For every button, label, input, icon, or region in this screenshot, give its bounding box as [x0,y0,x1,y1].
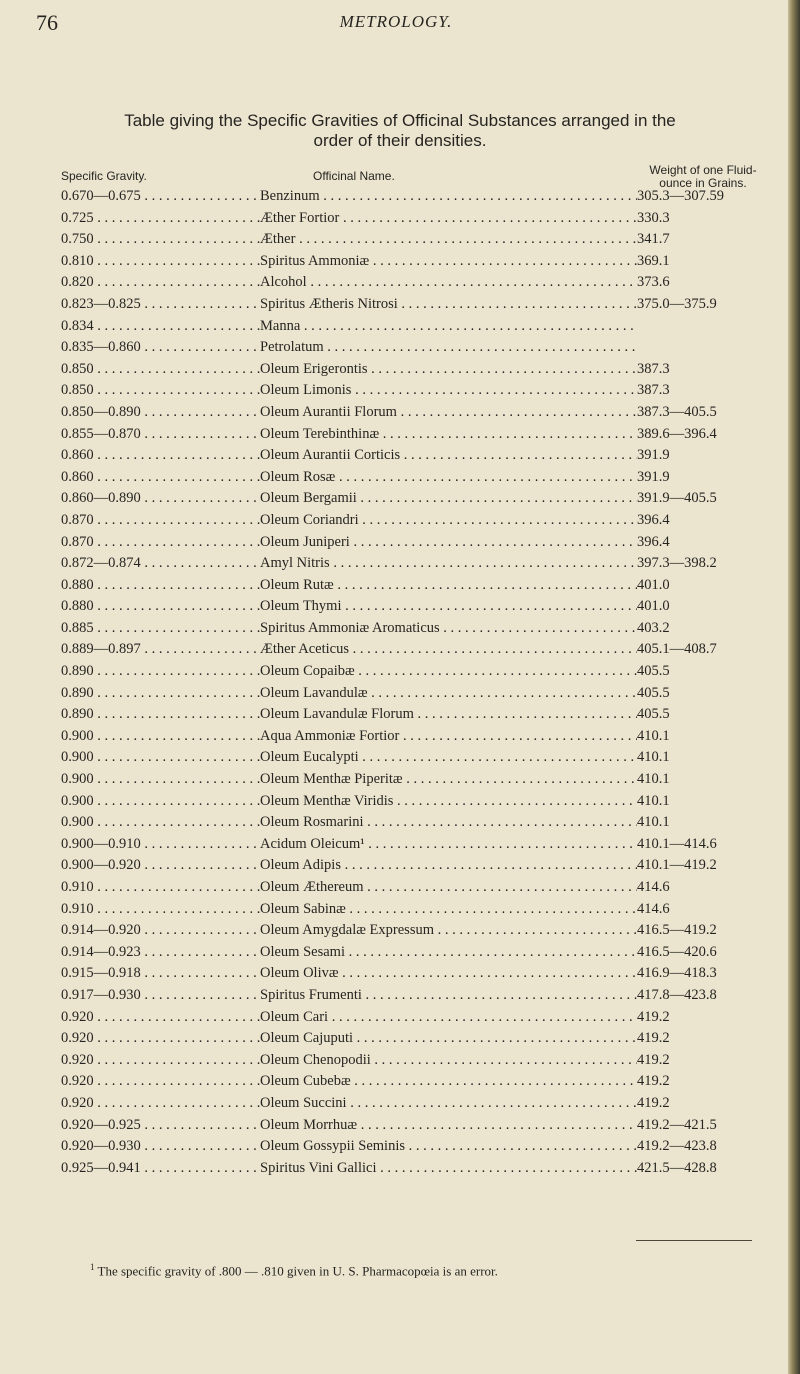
table-row [61,963,761,985]
officinal-name-cell: Benzinum . . . [260,186,637,208]
column-header-officinal-name: Officinal Name. [313,169,395,183]
specific-gravity-cell: 0.914—0.920 . . . [61,920,260,942]
table-row [61,402,761,424]
weight-cell: 410.1—414.6 [637,835,717,852]
officinal-name-cell: Oleum Terebinthinæ . . . [260,424,637,446]
column-header-weight-line-2: ounce in Grains. [659,176,747,190]
weight-cell: 416.5—419.2 [637,922,717,939]
specific-gravity-cell: 0.885 . . . [61,618,260,640]
specific-gravity-cell: 0.889—0.897 . . . [61,639,260,661]
table-row [61,359,761,381]
table-row [61,272,761,294]
weight-cell: 401.0 [637,576,670,593]
weight-cell: 397.3—398.2 [637,555,717,572]
officinal-name-cell: Oleum Aurantii Florum . . . [260,402,637,424]
table-row [61,575,761,597]
specific-gravity-cell: 0.823—0.825 . . . [61,294,260,316]
weight-cell: 341.7 [637,231,670,248]
specific-gravity-cell: 0.900 . . . [61,791,260,813]
weight-cell: 391.9 [637,447,670,464]
officinal-name-cell: Oleum Menthæ Viridis . . . [260,791,637,813]
specific-gravity-cell: 0.914—0.923 . . . [61,942,260,964]
officinal-name-cell: Oleum Sesami . . . [260,942,637,964]
weight-cell: 419.2 [637,1008,670,1025]
officinal-name-cell: Alcohol . . . [260,272,637,294]
table-title-line-2: order of their densities. [313,131,487,150]
officinal-name-cell: Amyl Nitris . . . [260,553,637,575]
weight-cell: 417.8—423.8 [637,986,717,1003]
table-row [61,769,761,791]
weight-cell: 419.2 [637,1094,670,1111]
weight-cell: 387.3 [637,360,670,377]
table-row [61,1136,761,1158]
specific-gravity-cell: 0.810 . . . [61,251,260,273]
specific-gravity-cell: 0.920 . . . [61,1050,260,1072]
officinal-name-cell: Oleum Coriandri . . . [260,510,637,532]
weight-cell: 401.0 [637,598,670,615]
specific-gravity-cell: 0.850 . . . [61,380,260,402]
officinal-name-cell: Manna . . . [260,316,637,338]
officinal-name-cell: Oleum Aurantii Corticis . . . [260,445,637,467]
table-row [61,877,761,899]
table-row [61,1007,761,1029]
specific-gravity-cell: 0.925—0.941 . . . [61,1158,260,1180]
table-row [61,445,761,467]
gravity-table [61,186,761,1179]
weight-cell: 416.5—420.6 [637,943,717,960]
specific-gravity-cell: 0.835—0.860 . . . [61,337,260,359]
table-row [61,596,761,618]
specific-gravity-cell: 0.900—0.920 . . . [61,855,260,877]
weight-cell: 419.2 [637,1051,670,1068]
officinal-name-cell: Oleum Copaibæ . . . [260,661,637,683]
table-row [61,683,761,705]
officinal-name-cell: Oleum Adipis . . . [260,855,637,877]
table-row [61,208,761,230]
specific-gravity-cell: 0.900 . . . [61,812,260,834]
specific-gravity-cell: 0.900 . . . [61,769,260,791]
officinal-name-cell: Oleum Olivæ . . . [260,963,637,985]
weight-cell: 419.2 [637,1030,670,1047]
officinal-name-cell: Oleum Bergamii . . . [260,488,637,510]
footnote [90,1262,498,1279]
weight-cell: 405.5 [637,684,670,701]
weight-cell: 419.2—421.5 [637,1116,717,1133]
weight-cell: 375.0—375.9 [637,295,717,312]
running-title: METROLOGY. [339,12,453,31]
weight-cell: 391.9 [637,468,670,485]
specific-gravity-cell: 0.725 . . . [61,208,260,230]
specific-gravity-cell: 0.870 . . . [61,532,260,554]
weight-cell: 419.2 [637,1073,670,1090]
weight-cell: 410.1 [637,727,670,744]
officinal-name-cell: Oleum Menthæ Piperitæ . . . [260,769,637,791]
weight-cell: 410.1 [637,771,670,788]
table-row [61,1158,761,1180]
specific-gravity-cell: 0.890 . . . [61,704,260,726]
table-row [61,942,761,964]
specific-gravity-cell: 0.850 . . . [61,359,260,381]
table-row [61,855,761,877]
weight-cell: 405.1—408.7 [637,641,717,658]
table-row [61,618,761,640]
specific-gravity-cell: 0.820 . . . [61,272,260,294]
table-row [61,704,761,726]
specific-gravity-cell: 0.890 . . . [61,683,260,705]
table-row [61,316,761,338]
weight-cell: 305.3—307.59 [637,188,724,204]
specific-gravity-cell: 0.920—0.930 . . . [61,1136,260,1158]
column-header-weight-line-1: Weight of one Fluid- [649,163,757,177]
specific-gravity-cell: 0.750 . . . [61,229,260,251]
officinal-name-cell: Æther . . . [260,229,637,251]
officinal-name-cell: Oleum Eucalypti . . . [260,747,637,769]
officinal-name-cell: Petrolatum . . . [260,337,637,359]
officinal-name-cell: Spiritus Ætheris Nitrosi . . . [260,294,637,316]
weight-cell: 403.2 [637,619,670,636]
weight-cell: 373.6 [637,274,670,291]
table-row [61,639,761,661]
officinal-name-cell: Spiritus Ammoniæ . . . [260,251,637,273]
running-head [36,10,756,40]
weight-cell: 416.9—418.3 [637,965,717,982]
officinal-name-cell: Oleum Gossypii Seminis . . . [260,1136,637,1158]
officinal-name-cell: Oleum Juniperi . . . [260,532,637,554]
specific-gravity-cell: 0.880 . . . [61,575,260,597]
specific-gravity-cell: 0.670—0.675 . . . [61,186,260,208]
weight-cell: 405.5 [637,706,670,723]
officinal-name-cell: Oleum Lavandulæ . . . [260,683,637,705]
specific-gravity-cell: 0.850—0.890 . . . [61,402,260,424]
specific-gravity-cell: 0.872—0.874 . . . [61,553,260,575]
specific-gravity-cell: 0.870 . . . [61,510,260,532]
table-row [61,747,761,769]
table-row [61,791,761,813]
table-row [61,1071,761,1093]
weight-cell: 369.1 [637,252,670,269]
officinal-name-cell: Oleum Rosæ . . . [260,467,637,489]
table-row [61,488,761,510]
table-row [61,380,761,402]
officinal-name-cell: Oleum Limonis . . . [260,380,637,402]
specific-gravity-cell: 0.890 . . . [61,661,260,683]
specific-gravity-cell: 0.880 . . . [61,596,260,618]
specific-gravity-cell: 0.860—0.890 . . . [61,488,260,510]
table-row [61,467,761,489]
officinal-name-cell: Oleum Cubebæ . . . [260,1071,637,1093]
officinal-name-cell: Æther Aceticus . . . [260,639,637,661]
table-row [61,726,761,748]
specific-gravity-cell: 0.860 . . . [61,467,260,489]
officinal-name-cell: Spiritus Ammoniæ Aromaticus . . . [260,618,637,640]
table-row [61,1115,761,1137]
weight-cell: 414.6 [637,900,670,917]
officinal-name-cell: Oleum Lavandulæ Florum . . . [260,704,637,726]
table-row [61,1028,761,1050]
table-end-rule [636,1240,752,1241]
table-title [60,111,740,151]
weight-cell: 396.4 [637,533,670,550]
table-row [61,1050,761,1072]
weight-cell: 330.3 [637,209,670,226]
table-title-line-1: Table giving the Specific Gravities of Officinal Substances arranged in the [124,111,676,130]
officinal-name-cell: Oleum Amygdalæ Expressum . . . [260,920,637,942]
officinal-name-cell: Spiritus Frumenti . . . [260,985,637,1007]
table-row [61,920,761,942]
specific-gravity-cell: 0.920—0.925 . . . [61,1115,260,1137]
specific-gravity-cell: 0.900 . . . [61,747,260,769]
officinal-name-cell: Oleum Morrhuæ . . . [260,1115,637,1137]
table-row [61,251,761,273]
table-row [61,834,761,856]
table-row [61,985,761,1007]
weight-cell: 414.6 [637,879,670,895]
table-row [61,661,761,683]
officinal-name-cell: Æther Fortior . . . [260,208,637,230]
officinal-name-cell: Oleum Thymi . . . [260,596,637,618]
weight-cell: 389.6—396.4 [637,425,717,442]
weight-cell: 419.2—423.8 [637,1138,717,1155]
table-row [61,510,761,532]
weight-cell: 396.4 [637,511,670,528]
officinal-name-cell: Oleum Chenopodii . . . [260,1050,637,1072]
book-edge [788,0,800,1374]
officinal-name-cell: Oleum Rosmarini . . . [260,812,637,834]
table-row [61,532,761,554]
officinal-name-cell: Oleum Succini . . . [260,1093,637,1115]
column-header-specific-gravity: Specific Gravity. [61,169,147,183]
specific-gravity-cell: 0.915—0.918 . . . [61,963,260,985]
specific-gravity-cell: 0.910 . . . [61,899,260,921]
table-row [61,186,761,208]
specific-gravity-cell: 0.920 . . . [61,1007,260,1029]
weight-cell: 387.3 [637,382,670,399]
weight-cell: 405.5 [637,663,670,680]
specific-gravity-cell: 0.860 . . . [61,445,260,467]
specific-gravity-cell: 0.920 . . . [61,1071,260,1093]
officinal-name-cell: Oleum Erigerontis . . . [260,359,637,381]
officinal-name-cell: Oleum Cari . . . [260,1007,637,1029]
officinal-name-cell: Aqua Ammoniæ Fortior . . . [260,726,637,748]
officinal-name-cell: Acidum Oleicum¹ . . . [260,834,637,856]
officinal-name-cell: Spiritus Vini Gallici . . . [260,1158,637,1180]
table-row [61,229,761,251]
page-number: 76 [36,10,58,35]
specific-gravity-cell: 0.900—0.910 . . . [61,834,260,856]
specific-gravity-cell: 0.855—0.870 . . . [61,424,260,446]
table-row [61,899,761,921]
specific-gravity-cell: 0.920 . . . [61,1093,260,1115]
officinal-name-cell: Oleum Cajuputi . . . [260,1028,637,1050]
weight-cell: 410.1—419.2 [637,857,717,874]
weight-cell: 387.3—405.5 [637,403,717,420]
officinal-name-cell: Oleum Æthereum . . . [260,877,637,899]
table-row [61,553,761,575]
table-row [61,812,761,834]
table-row [61,1093,761,1115]
specific-gravity-cell: 0.834 . . . [61,316,260,338]
footnote-marker: 1 [90,1262,95,1272]
specific-gravity-cell: 0.910 . . . [61,877,260,899]
footnote-text: The specific gravity of .800 — .810 given in U. S. Pharmacopœia is an error. [97,1263,498,1279]
table-row [61,294,761,316]
weight-cell: 410.1 [637,814,670,831]
specific-gravity-cell: 0.900 . . . [61,726,260,748]
specific-gravity-cell: 0.917—0.930 . . . [61,985,260,1007]
weight-cell: 410.1 [637,749,670,766]
weight-cell: 421.5—428.8 [637,1159,717,1176]
table-row [61,424,761,446]
table-row [61,337,761,359]
specific-gravity-cell: 0.920 . . . [61,1028,260,1050]
weight-cell: 391.9—405.5 [637,490,717,507]
officinal-name-cell: Oleum Rutæ . . . [260,575,637,597]
weight-cell: 410.1 [637,792,670,809]
officinal-name-cell: Oleum Sabinæ . . . [260,899,637,921]
